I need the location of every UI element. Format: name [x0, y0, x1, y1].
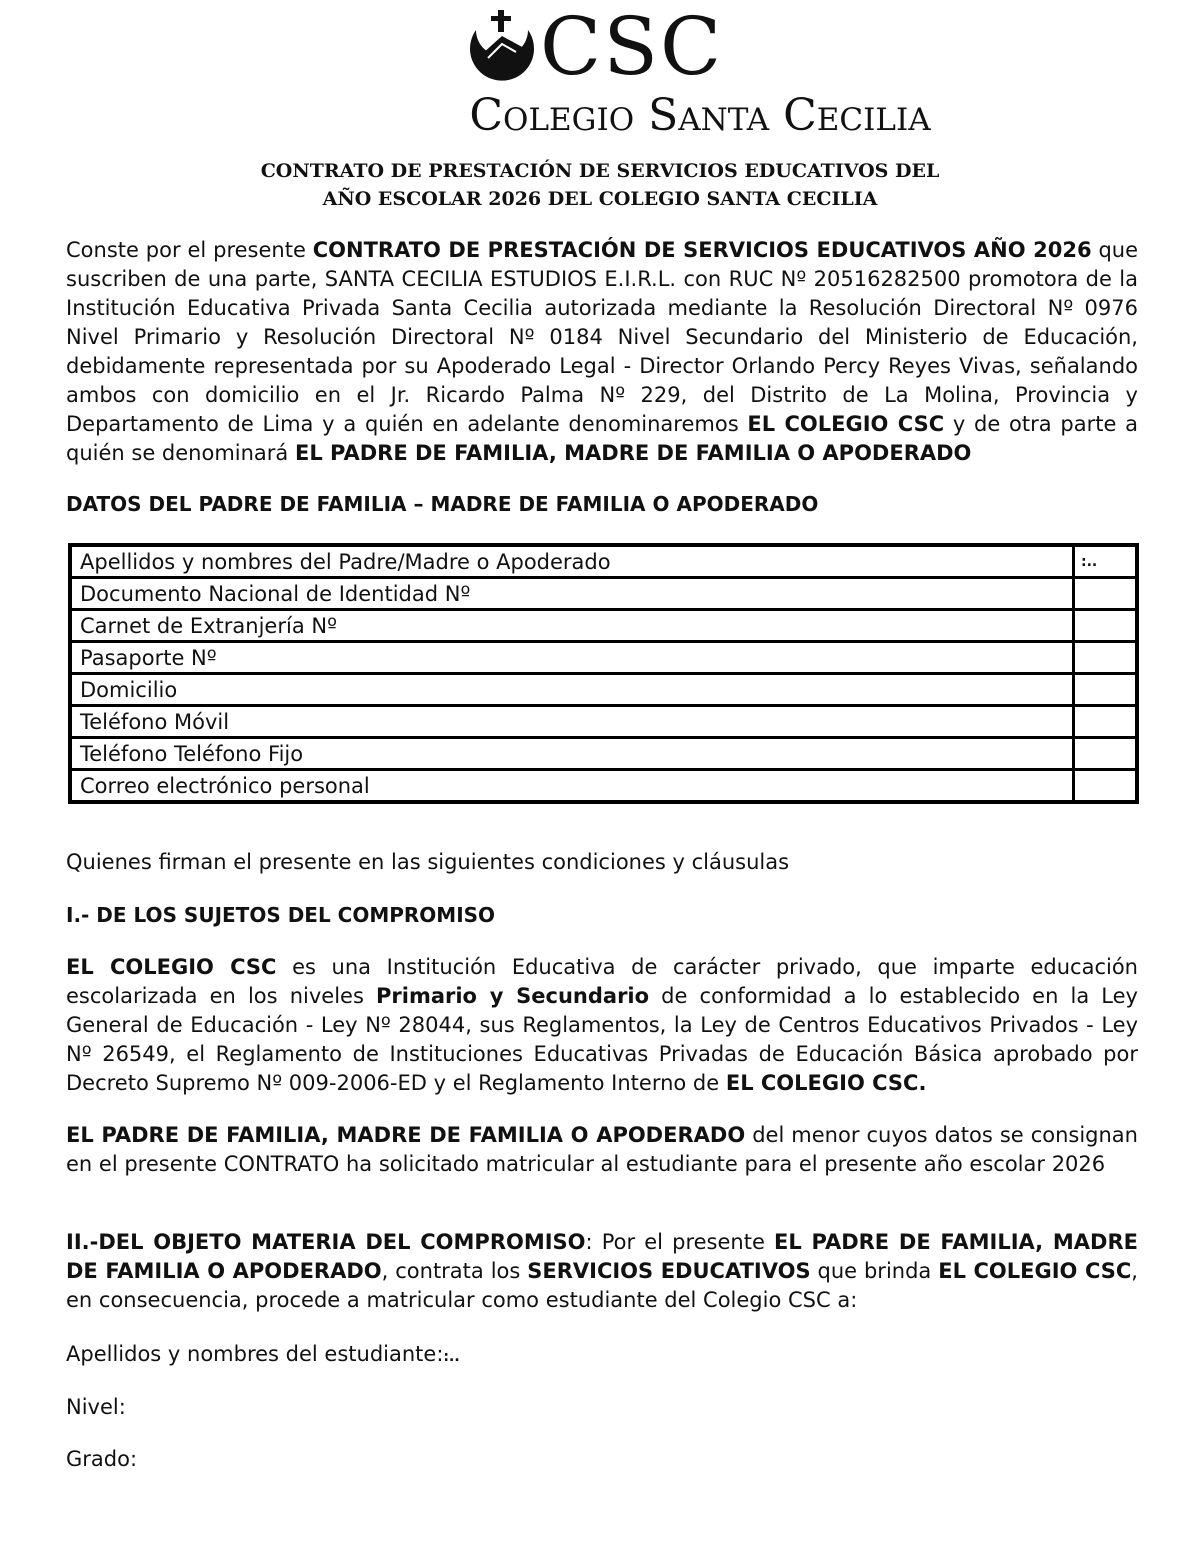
table-row [70, 706, 1137, 738]
section1-paragraph2: EL PADRE DE FAMILIA, MADRE DE FAMILIA O APODERADO del menor cuyos datos se consignan en el presente CONTRATO ha solicitado matricular al estudiante para el presente año escolar 2026 [66, 1123, 1138, 1176]
contract-title-line1: CONTRATO DE PRESTACIÓN DE SERVICIOS EDUCATIVOS DEL [260, 160, 940, 182]
table-row [70, 610, 1137, 642]
field-label: Carnet de Extranjería Nº [70, 610, 1074, 642]
table-row [70, 642, 1137, 674]
field-value[interactable] [1074, 770, 1138, 803]
section2-paragraph: II.-DEL OBJETO MATERIA DEL COMPROMISO: Por el presente EL PADRE DE FAMILIA, MADRE DE FAMILIA O APODERADO, contrata los SERVICIOS EDUCATIVOS que brinda EL COLEGIO CSC, en consecuencia, procede a matricular como estudiante del Colegio CSC a: [66, 1230, 1138, 1312]
student-name-label: Apellidos y nombres del estudiante: [66, 1342, 444, 1366]
parent-data-heading: DATOS DEL PADRE DE FAMILIA – MADRE DE FAMILIA O APODERADO [66, 492, 819, 516]
field-value[interactable] [1074, 706, 1138, 738]
conditions-line: Quienes firman el presente en las siguientes condiciones y cláusulas [66, 850, 790, 874]
intro-paragraph: Conste por el presente CONTRATO DE PRESTACIÓN DE SERVICIOS EDUCATIVOS AÑO 2026 que suscriben de una parte, SANTA CECILIA ESTUDIOS E.I.R.L. con RUC Nº 20516282500 promotora de la Institución Educativa Privada Santa Cecilia autorizada mediante la Resolución Directoral Nº 0976 Nivel Primario y Resolución Directoral Nº 0184 Nivel Secundario del Ministerio de Educación, debidamente representada por su Apoderado Legal - Director Orlando Percy Reyes Vivas, señalando ambos con domicilio en el Jr. Ricardo Palma Nº 229, del Distrito de La Molina, Provincia y Departamento de Lima y a quién en adelante denominaremos EL COLEGIO CSC y de otra parte a quién se denominará EL PADRE DE FAMILIA, MADRE DE FAMILIA O APODERADO [66, 238, 1138, 465]
parent-data-table [68, 543, 1139, 804]
field-label: Pasaporte Nº [70, 642, 1074, 674]
section1-heading: I.- DE LOS SUJETOS DEL COMPROMISO [66, 903, 496, 927]
school-crest-icon [462, 8, 542, 92]
table-row [70, 738, 1137, 770]
field-label: Correo electrónico personal [70, 770, 1074, 803]
table-row [70, 770, 1137, 803]
student-name-value[interactable]: :.. [443, 1349, 460, 1365]
field-value[interactable] [1074, 642, 1138, 674]
field-label: Apellidos y nombres del Padre/Madre o Apoderado [70, 545, 1074, 578]
table-row [70, 674, 1137, 706]
table-row [70, 578, 1137, 610]
field-label: Domicilio [70, 674, 1074, 706]
table-row [70, 545, 1137, 578]
logo-text: CSC [540, 0, 724, 93]
field-value[interactable]: :.. [1074, 545, 1138, 578]
section1-paragraph1: EL COLEGIO CSC es una Institución Educativa de carácter privado, que imparte educación escolarizada en los niveles Primario y Secundario de conformidad a lo establecido en la Ley General de Educación - Ley Nº 28044, sus Reglamentos, la Ley de Centros Educativos Privados - Ley Nº 26549, el Reglamento de Instituciones Educativas Privadas de Educación Básica aprobado por Decreto Supremo Nº 009-2006-ED y el Reglamento Interno de EL COLEGIO CSC. [66, 955, 1138, 1095]
student-grade-label: Grado: [66, 1447, 138, 1471]
school-name: Colegio Santa Cecilia [469, 90, 931, 141]
field-label: Teléfono Teléfono Fijo [70, 738, 1074, 770]
field-value[interactable] [1074, 578, 1138, 610]
field-value[interactable] [1074, 738, 1138, 770]
contract-title-line2: AÑO ESCOLAR 2026 DEL COLEGIO SANTA CECILIA [322, 188, 878, 210]
student-level-label: Nivel: [66, 1395, 126, 1419]
field-value[interactable] [1074, 610, 1138, 642]
student-name-line [66, 1340, 460, 1372]
field-value[interactable] [1074, 674, 1138, 706]
field-label: Documento Nacional de Identidad Nº [70, 578, 1074, 610]
field-label: Teléfono Móvil [70, 706, 1074, 738]
